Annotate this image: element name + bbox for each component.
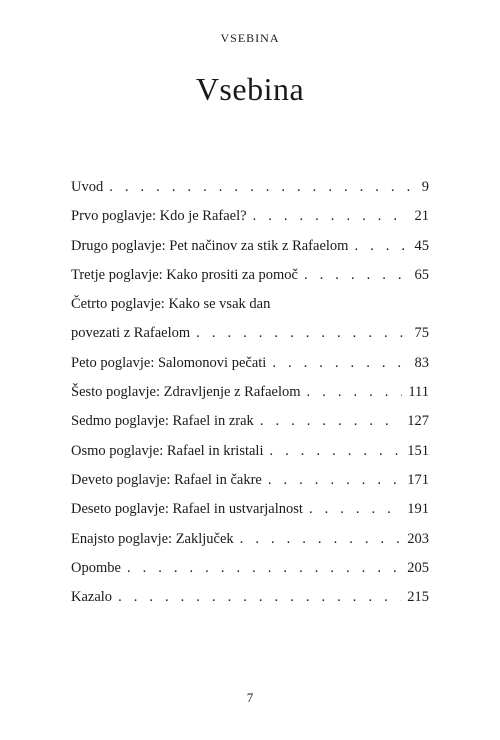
- toc-entry: [71, 202, 429, 231]
- dot-leader: [307, 378, 403, 407]
- toc-entry-page: 171: [407, 471, 429, 488]
- toc-entry-label: Opombe: [71, 559, 121, 576]
- toc-entry: [71, 261, 429, 290]
- dot-leader: [240, 525, 402, 554]
- dot-leader: [272, 349, 408, 378]
- toc-entry-page: 83: [414, 354, 429, 371]
- dot-leader: [253, 202, 409, 231]
- dot-leader: [127, 554, 401, 583]
- toc-entry-label: Sedmo poglavje: Rafael in zrak: [71, 413, 254, 430]
- toc-entry: [71, 407, 429, 436]
- toc-entry-page: 9: [421, 179, 429, 195]
- dot-leader: [309, 495, 401, 524]
- toc-entry-label: Uvod: [71, 179, 104, 195]
- toc-entry: [71, 495, 429, 524]
- toc-entry: [71, 319, 429, 348]
- toc-entry-label: Osmo poglavje: Rafael in kristali: [71, 442, 264, 459]
- toc-entry: [71, 173, 429, 202]
- toc-entry-page: 21: [414, 208, 429, 225]
- toc-entry: [71, 290, 429, 319]
- toc-entry-page: 65: [414, 266, 429, 283]
- toc-entry-label: Šesto poglavje: Zdravljenje z Rafaelom: [71, 384, 301, 401]
- toc-entry-page: 75: [414, 325, 429, 342]
- toc-entry-label: povezati z Rafaelom: [71, 325, 191, 342]
- toc-entry-page: 205: [407, 559, 429, 576]
- toc-entry-label: Deveto poglavje: Rafael in čakre: [71, 471, 262, 488]
- page-title: Vsebina: [195, 71, 305, 107]
- page-number: 7: [246, 690, 254, 705]
- toc-entry: [71, 232, 429, 261]
- toc-entry-page: 191: [407, 501, 429, 518]
- toc-entry-label: Enajsto poglavje: Zaključek: [71, 530, 234, 547]
- toc-entry: [71, 583, 429, 612]
- toc-entry-label: Četrto poglavje: Kako se vsak dan: [71, 296, 271, 313]
- dot-leader: [109, 173, 416, 202]
- toc-entry-page: 45: [414, 237, 429, 254]
- dot-leader: [270, 437, 402, 466]
- toc-entry: [71, 554, 429, 583]
- running-head: VSEBINA: [220, 31, 280, 45]
- toc-entry-label: Drugo poglavje: Pet načinov za stik z Rafaelom: [71, 237, 349, 254]
- dot-leader: [304, 261, 409, 290]
- toc-entry-page: 215: [407, 589, 429, 606]
- toc-entry: [71, 349, 429, 378]
- toc-entry-page: 151: [407, 442, 429, 459]
- dot-leader: [196, 319, 408, 348]
- toc-entry-label: Tretje poglavje: Kako prositi za pomoč: [71, 266, 298, 283]
- dot-leader: [118, 583, 401, 612]
- toc-entry-page: 203: [407, 530, 429, 547]
- toc-entry-page: 127: [407, 413, 429, 430]
- toc-entry: [71, 525, 429, 554]
- toc-entry-label: Prvo poglavje: Kdo je Rafael?: [71, 208, 247, 225]
- toc-entry-page: 111: [408, 384, 429, 401]
- dot-leader: [260, 407, 401, 436]
- dot-leader: [268, 466, 401, 495]
- toc-entry: [71, 466, 429, 495]
- toc-entry-label: Kazalo: [71, 589, 113, 606]
- toc-entry: [71, 378, 429, 407]
- toc-entry-label: Peto poglavje: Salomonovi pečati: [71, 354, 267, 371]
- toc-entry-label: Deseto poglavje: Rafael in ustvarjalnost: [71, 501, 303, 518]
- table-of-contents: [71, 173, 429, 612]
- toc-entry: [71, 437, 429, 466]
- dot-leader: [354, 232, 408, 261]
